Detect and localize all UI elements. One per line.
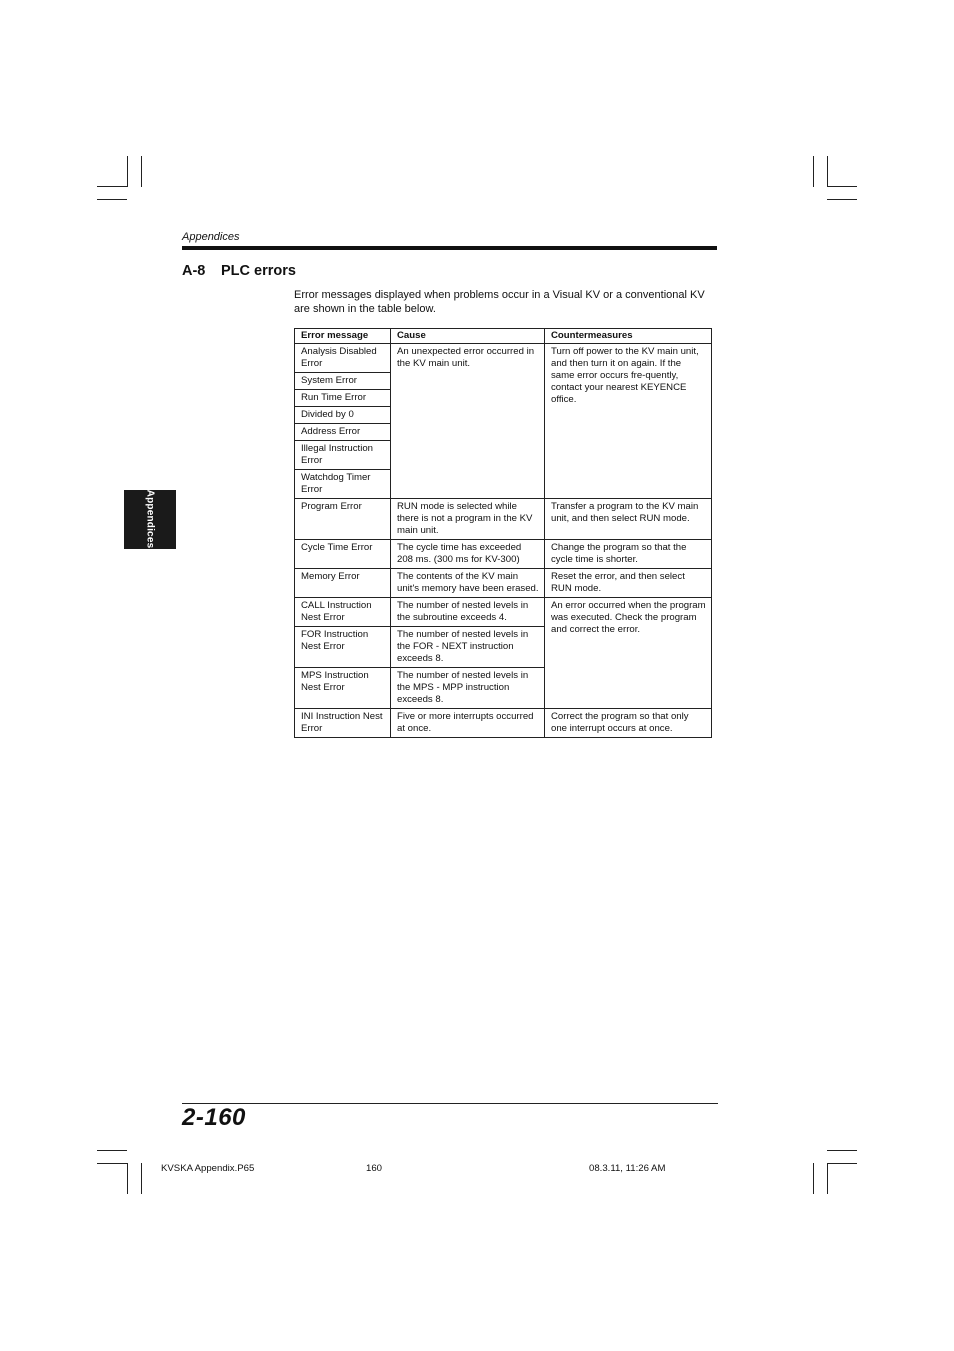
- cause: RUN mode is selected while there is not a program in the KV main unit.: [391, 499, 545, 540]
- header-error-message: Error message: [295, 329, 391, 344]
- side-tab-label: Appendices: [144, 489, 156, 549]
- page-number: 2-160: [182, 1104, 246, 1131]
- error-message: FOR Instruction Nest Error: [295, 627, 391, 668]
- footer-rule: [182, 1103, 718, 1104]
- countermeasure: Correct the program so that only one interrupt occurs at once.: [545, 709, 712, 738]
- countermeasure: Turn off power to the KV main unit, and then turn it on again. If the same error occurs fre-quently, contact your nearest KEYENCE office.: [545, 344, 712, 499]
- error-message: Illegal Instruction Error: [295, 441, 391, 470]
- cause: The number of nested levels in the FOR - NEXT instruction exceeds 8.: [391, 627, 545, 668]
- side-tab: [124, 490, 176, 549]
- error-message: Analysis Disabled Error: [295, 344, 391, 373]
- cause: The number of nested levels in the subroutine exceeds 4.: [391, 598, 545, 627]
- table-row: [295, 598, 712, 627]
- section-heading: PLC errors: [221, 263, 296, 279]
- header-cause: Cause: [391, 329, 545, 344]
- error-message: System Error: [295, 373, 391, 390]
- plc-errors-table: [294, 328, 712, 738]
- error-message: Address Error: [295, 424, 391, 441]
- error-message: MPS Instruction Nest Error: [295, 668, 391, 709]
- error-message: Cycle Time Error: [295, 540, 391, 569]
- table-row: [295, 499, 712, 540]
- table-row: [295, 344, 712, 373]
- cause: Five or more interrupts occurred at once.: [391, 709, 545, 738]
- error-message: Run Time Error: [295, 390, 391, 407]
- footer-page: 160: [366, 1163, 383, 1174]
- error-message: Memory Error: [295, 569, 391, 598]
- countermeasure: Reset the error, and then select RUN mode.: [545, 569, 712, 598]
- footer-filename: KVSKA Appendix.P65: [161, 1163, 255, 1174]
- cause: An unexpected error occurred in the KV main unit.: [391, 344, 545, 499]
- error-message: Program Error: [295, 499, 391, 540]
- table-header-row: [295, 329, 712, 344]
- footer-timestamp: 08.3.11, 11:26 AM: [589, 1163, 666, 1174]
- table-row: [295, 709, 712, 738]
- cause: The contents of the KV main unit's memory have been erased.: [391, 569, 545, 598]
- section-number: A-8: [182, 263, 206, 279]
- error-message: CALL Instruction Nest Error: [295, 598, 391, 627]
- error-message: INI Instruction Nest Error: [295, 709, 391, 738]
- countermeasure: Change the program so that the cycle time is shorter.: [545, 540, 712, 569]
- cause: The cycle time has exceeded 208 ms. (300 ms for KV-300): [391, 540, 545, 569]
- running-head: Appendices: [182, 231, 240, 243]
- cause: The number of nested levels in the MPS - MPP instruction exceeds 8.: [391, 668, 545, 709]
- section-title: [182, 263, 296, 279]
- table-row: [295, 540, 712, 569]
- header-countermeasures: Countermeasures: [545, 329, 712, 344]
- header-rule: [182, 246, 717, 250]
- countermeasure: An error occurred when the program was executed. Check the program and correct the error.: [545, 598, 712, 709]
- error-message: Divided by 0: [295, 407, 391, 424]
- countermeasure: Transfer a program to the KV main unit, and then select RUN mode.: [545, 499, 712, 540]
- error-message: Watchdog Timer Error: [295, 470, 391, 499]
- table-row: [295, 569, 712, 598]
- intro-paragraph: Error messages displayed when problems occur in a Visual KV or a conventional KV are shown in the table below.: [294, 289, 705, 315]
